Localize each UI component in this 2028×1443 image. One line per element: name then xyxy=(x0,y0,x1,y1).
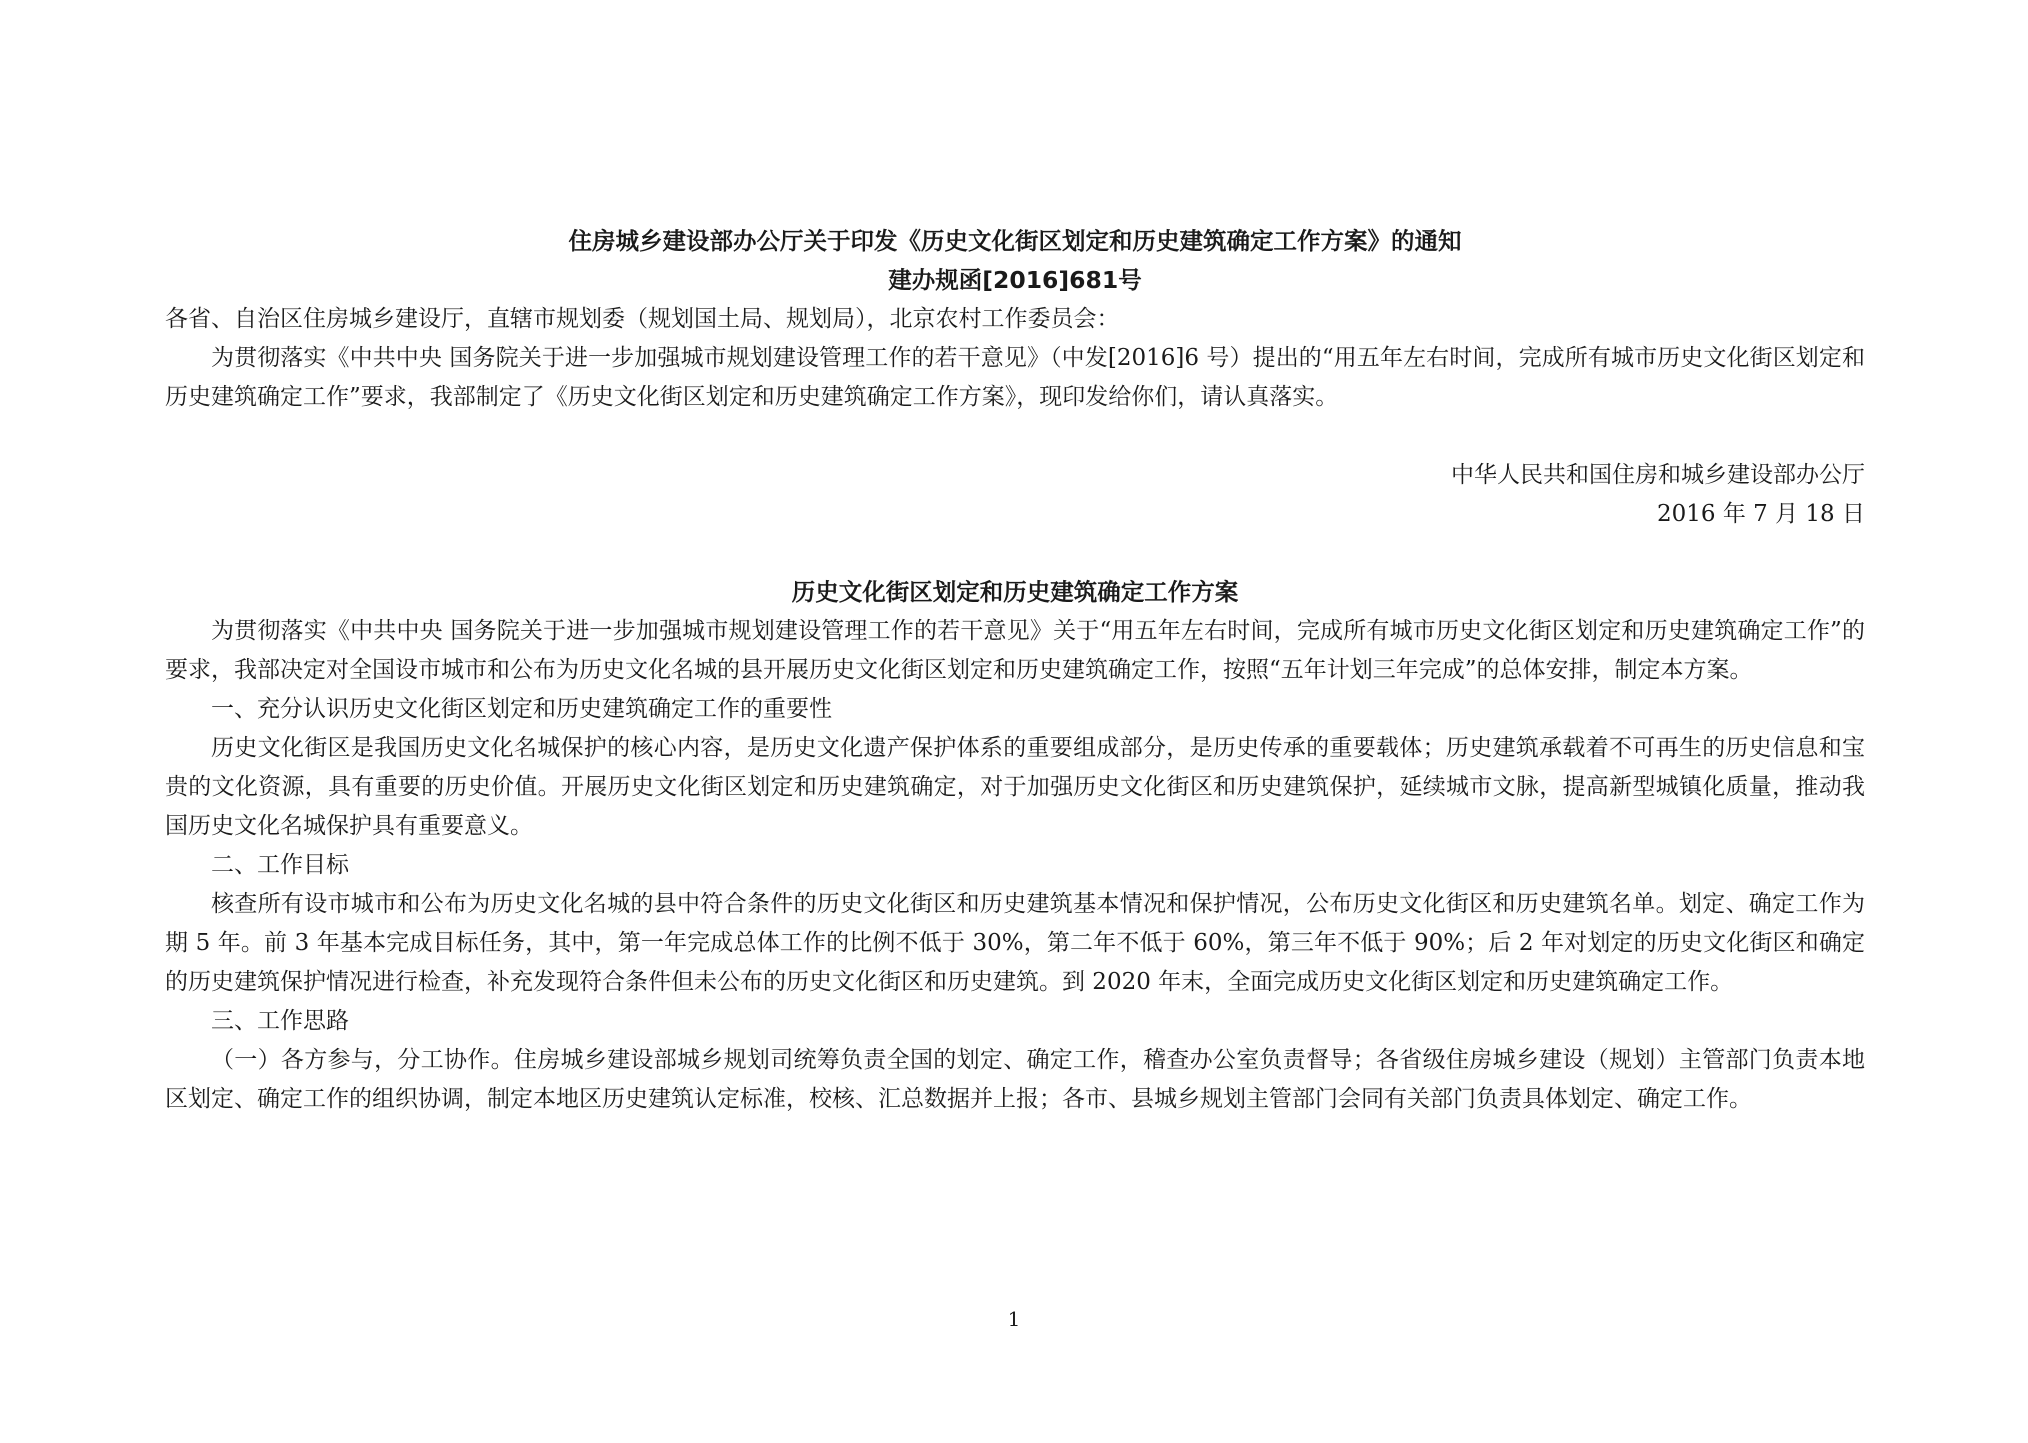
page-number: 1 xyxy=(1007,1307,1021,1331)
plan-title: 历史文化街区划定和历史建筑确定工作方案 xyxy=(791,578,1239,606)
section-text-3: （一）各方参与，分工协作。住房城乡建设部城乡规划司统筹负责全国的划定、确定工作，稽查办公室负责督导；各省级住房城乡建设（规划）主管部门负责本地区划定、确定工作的组织协调，制定本地区历史建筑认定标准，校核、汇总数据并上报；各市、县城乡规划主管部门会同有关部门负责具体划定、确定工作。 xyxy=(165,1047,1865,1112)
notice-salutation: 各省、自治区住房城乡建设厅，直辖市规划委（规划国土局、规划局），北京农村工作委员会： xyxy=(165,306,1120,332)
issue-date: 2016 年 7 月 18 日 xyxy=(1657,501,1865,527)
signature-block xyxy=(165,456,1865,534)
document-content xyxy=(165,222,1865,1119)
plan-intro: 为贯彻落实《中共中央 国务院关于进一步加强城市规划建设管理工作的若干意见》关于“用五年左右时间，完成所有城市历史文化街区划定和历史建筑确定工作”的要求，我部决定对全国设市城市和公布为历史文化名城的县开展历史文化街区划定和历史建筑确定工作，按照“五年计划三年完成”的总体安排，制定本方案。 xyxy=(165,618,1865,683)
section-heading-1: 一、充分认识历史文化街区划定和历史建筑确定工作的重要性 xyxy=(211,696,832,722)
section-text-1: 历史文化街区是我国历史文化名城保护的核心内容，是历史文化遗产保护体系的重要组成部分，是历史传承的重要载体；历史建筑承载着不可再生的历史信息和宝贵的文化资源，具有重要的历史价值。开展历史文化街区划定和历史建筑确定，对于加强历史文化街区和历史建筑保护，延续城市文脉，提高新型城镇化质量，推动我国历史文化名城保护具有重要意义。 xyxy=(165,735,1865,839)
issuer-name: 中华人民共和国住房和城乡建设部办公厅 xyxy=(1451,462,1865,488)
section-heading-2: 二、工作目标 xyxy=(211,852,349,878)
section-heading-3: 三、工作思路 xyxy=(211,1008,349,1034)
notice-body: 为贯彻落实《中共中央 国务院关于进一步加强城市规划建设管理工作的若干意见》（中发[2016]6 号）提出的“用五年左右时间，完成所有城市历史文化街区划定和历史建筑确定工作”要求，我部制定了《历史文化街区划定和历史建筑确定工作方案》，现印发给你们，请认真落实。 xyxy=(165,345,1865,410)
document-number: 建办规函[2016]681号 xyxy=(888,266,1142,294)
section-text-2: 核查所有设市城市和公布为历史文化名城的县中符合条件的历史文化街区和历史建筑基本情况和保护情况，公布历史文化街区和历史建筑名单。划定、确定工作为期 5 年。前 3 年基本完成目标任务，其中，第一年完成总体工作的比例不低于 30%，第二年不低于 60%，第三年不低于 90%；后 2 年对划定的历史文化街区和确定的历史建筑保护情况进行检查，补充发现符合条件但未公布的历史文化街区和历史建筑。到 2020 年末，全面完成历史文化街区划定和历史建筑确定工作。 xyxy=(165,891,1865,995)
notice-title: 住房城乡建设部办公厅关于印发《历史文化街区划定和历史建筑确定工作方案》的通知 xyxy=(568,227,1462,255)
